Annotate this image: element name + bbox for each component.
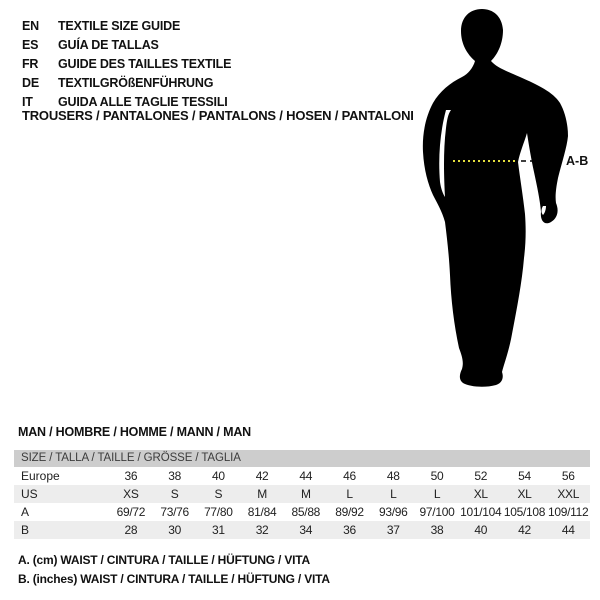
table-cell: 73/76 <box>160 505 189 519</box>
table-cell: 105/108 <box>503 505 546 519</box>
table-cell: S <box>170 487 179 501</box>
man-silhouette <box>423 9 568 387</box>
language-list <box>22 17 231 112</box>
table-cell: 28 <box>124 523 138 537</box>
section-title: MAN / HOMBRE / HOMME / MANN / MAN <box>18 425 251 439</box>
footnote-b-inches: B. (inches) WAIST / CINTURA / TAILLE / HÜFTUNG / VITA <box>18 572 330 586</box>
size-table <box>14 450 590 539</box>
lang-row <box>22 36 231 55</box>
table-cell: 50 <box>430 469 444 483</box>
footnote-a-cm: A. (cm) WAIST / CINTURA / TAILLE / HÜFTUNG / VITA <box>18 553 310 567</box>
lang-row <box>22 17 231 36</box>
measure-label: A-B <box>566 154 589 168</box>
size-table-header: SIZE / TALLA / TAILLE / GRÖSSE / TAGLIA <box>14 450 590 467</box>
table-cell: 38 <box>168 469 181 483</box>
lang-code: EN <box>22 19 39 33</box>
table-cell: 89/92 <box>335 505 364 519</box>
row-label: A <box>21 505 30 519</box>
table-cell: L <box>346 487 353 501</box>
table-cell: 48 <box>386 469 400 483</box>
table-cell: 54 <box>518 469 531 483</box>
table-cell: XL <box>517 487 532 501</box>
table-cell: XXL <box>557 487 580 501</box>
table-cell: 93/96 <box>379 505 408 519</box>
table-cell: 109/112 <box>548 505 589 519</box>
lang-row <box>22 55 231 74</box>
man-silhouette-figure <box>390 0 600 430</box>
lang-code: DE <box>22 76 39 90</box>
table-cell: 97/100 <box>419 505 455 519</box>
table-cell: 32 <box>255 523 269 537</box>
table-cell: M <box>300 487 311 501</box>
lang-label: GUIDE DES TAILLES TEXTILE <box>58 57 232 71</box>
row-label: US <box>21 487 38 501</box>
table-row-b-inches <box>14 521 590 539</box>
table-cell: 40 <box>474 523 488 537</box>
table-row-us <box>14 485 590 503</box>
table-cell: M <box>257 487 267 501</box>
lang-label: TEXTILE SIZE GUIDE <box>58 19 181 33</box>
table-cell: XL <box>473 487 488 501</box>
lang-code: FR <box>22 57 39 71</box>
table-cell: L <box>433 487 441 501</box>
table-cell: 77/80 <box>204 505 233 519</box>
lang-code: ES <box>22 38 39 52</box>
table-cell: 36 <box>124 469 138 483</box>
garment-title: TROUSERS / PANTALONES / PANTALONS / HOSEN / PANTALONI <box>22 108 414 123</box>
table-row-a-cm <box>14 503 590 521</box>
table-cell: 30 <box>168 523 181 537</box>
table-cell: 56 <box>561 469 575 483</box>
row-label: B <box>21 523 30 537</box>
lang-code: IT <box>22 95 33 109</box>
table-cell: 40 <box>211 469 225 483</box>
table-cell: 52 <box>474 469 488 483</box>
table-cell: 36 <box>343 523 356 537</box>
table-cell: 34 <box>299 523 313 537</box>
lang-label: GUÍA DE TALLAS <box>58 38 159 52</box>
lang-label: GUIDA ALLE TAGLIE TESSILI <box>58 95 228 109</box>
table-cell: 38 <box>430 523 444 537</box>
table-cell: 37 <box>386 523 400 537</box>
table-cell: 42 <box>255 469 269 483</box>
lang-label: TEXTILGRÖßENFÜHRUNG <box>58 76 214 90</box>
table-cell: 44 <box>561 523 575 537</box>
table-cell: 101/104 <box>460 505 502 519</box>
lang-row <box>22 74 231 93</box>
table-cell: 85/88 <box>291 505 321 519</box>
row-label: Europe <box>21 469 60 483</box>
table-cell: 69/72 <box>116 505 146 519</box>
table-cell: L <box>390 487 397 501</box>
table-row-europe <box>14 467 590 485</box>
table-cell: 44 <box>299 469 313 483</box>
table-cell: 81/84 <box>247 505 277 519</box>
table-cell: 46 <box>343 469 356 483</box>
table-cell: 31 <box>211 523 225 537</box>
table-cell: 42 <box>518 523 531 537</box>
table-cell: S <box>214 487 223 501</box>
table-cell: XS <box>123 487 139 501</box>
footnotes <box>18 551 330 589</box>
